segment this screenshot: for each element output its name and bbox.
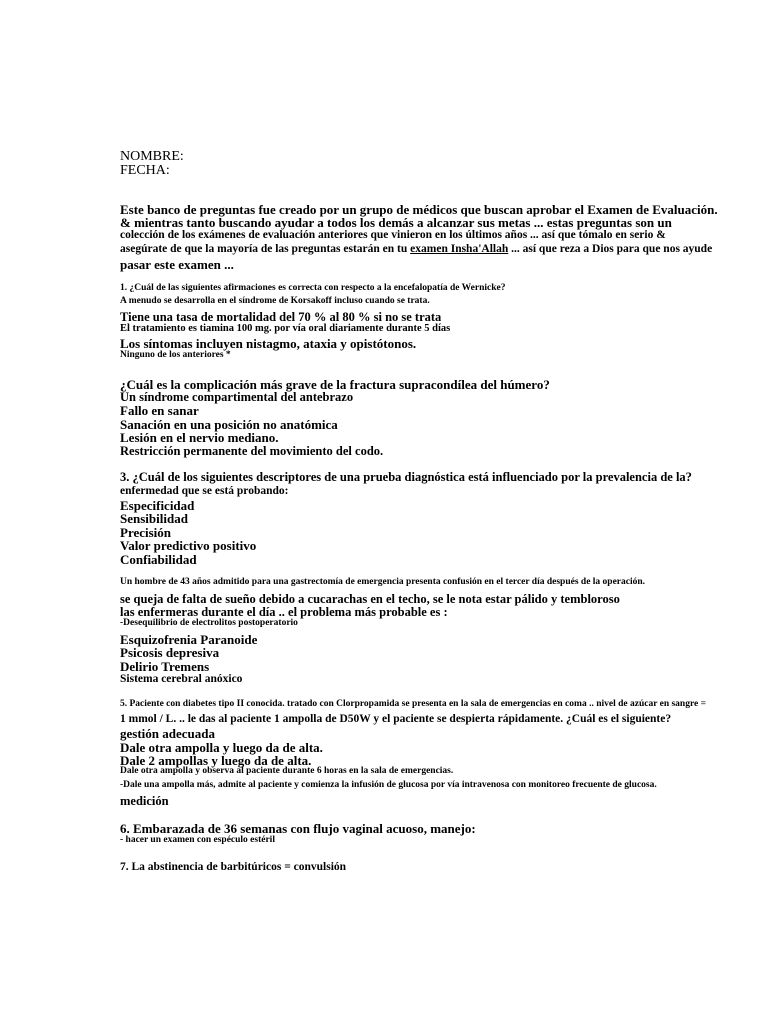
q5-option-d: -Dale una ampolla más, admite al paciente y comienza la infusión de glucosa por vía intravenosa con monitoreo frecuente de glucosa. (120, 780, 657, 790)
q1-option-a: A menudo se desarrolla en el síndrome de Korsakoff incluso cuando se trata. (120, 296, 430, 306)
intro-line-3: colección de los exámenes de evaluación anteriores que vinieron en los últimos años ... así que tómalo en serio & (120, 229, 666, 241)
q5-option-c: Dale otra ampolla y observa al paciente durante 6 horas en la sala de emergencias. (120, 766, 454, 776)
q4-option-d: Delirio Tremens (120, 659, 210, 674)
intro-line-2: & mientras tanto buscando ayudar a todos los demás a alcanzar sus metas ... estas preguntas son un (120, 215, 672, 230)
q3-option-e: Confiabilidad (120, 552, 197, 567)
q4-option-a: -Desequilibrio de electrolitos postoperatorio (120, 618, 298, 628)
q1-option-b: Tiene una tasa de mortalidad del 70 % al 80 % si no se trata (120, 310, 442, 324)
q3-option-d: Valor predictivo positivo (120, 538, 257, 553)
q4-line-1: Un hombre de 43 años admitido para una gastrectomía de emergencia presenta confusión en el tercer día después de la operación. (120, 577, 646, 587)
q4-option-e: Sistema cerebral anóxico (120, 673, 243, 685)
q3-question-cont: enfermedad que se está probando: (120, 485, 289, 497)
q1-option-d: Los síntomas incluyen nistagmo, ataxia y opistótonos. (120, 336, 417, 351)
q6-question: 6. Embarazada de 36 semanas con flujo vaginal acuoso, manejo: (120, 821, 476, 836)
q5-line-1: 5. Paciente con diabetes tipo II conocida. tratado con Clorpropamida se presenta en la sala de emergencias en coma .. nivel de azúcar en sangre = (120, 699, 707, 709)
q7-question: 7. La abstinencia de barbitúricos = convulsión (120, 861, 347, 873)
q1-option-c: El tratamiento es tiamina 100 mg. por vía oral diariamente durante 5 días (120, 323, 451, 334)
q3-question: 3. ¿Cuál de los siguientes descriptores de una prueba diagnóstica está influenciado por la prevalencia de la? (120, 470, 692, 484)
intro-line-4-end: ... así que reza a Dios para que nos ayude (508, 243, 713, 255)
q1-option-e: Ninguno de los anteriores * (120, 350, 231, 360)
intro-line-4-start: asegúrate de que la mayoría de las preguntas estarán en tu (120, 243, 411, 255)
intro-line-1: Este banco de preguntas fue creado por un grupo de médicos que buscan aprobar el Examen de Evaluación. (120, 202, 718, 217)
q5-option-b: Dale 2 ampollas y luego da de alta. (120, 753, 312, 768)
q4-option-b: Esquizofrenia Paranoide (120, 632, 258, 647)
q3-option-c: Precisión (120, 525, 172, 540)
q5-line-3: gestión adecuada (120, 726, 215, 741)
q2-option-e: Restricción permanente del movimiento del codo. (120, 444, 384, 458)
q2-option-c: Sanación en una posición no anatómica (120, 417, 338, 432)
examen-link[interactable]: examen Insha'Allah (410, 243, 509, 255)
q1-question: 1. ¿Cuál de las siguientes afirmaciones es correcta con respecto a la encefalopatía de Wernicke? (120, 283, 506, 293)
q5-line-2: 1 mmol / L. .. le das al paciente 1 ampolla de D50W y el paciente se despierta rápidamente. ¿Cuál es el siguiente? (120, 713, 672, 725)
q2-option-d: Lesión en el nervio mediano. (120, 430, 279, 445)
q2-question: ¿Cuál es la complicación más grave de la fractura supracondílea del húmero? (120, 377, 550, 392)
q3-option-a: Especificidad (120, 498, 195, 513)
q4-line-3: las enfermeras durante el día .. el problema más probable es : (120, 605, 448, 619)
q5-option-e: medición (120, 794, 169, 808)
q4-option-c: Psicosis depresiva (120, 645, 220, 660)
q2-option-a: Un síndrome compartimental del antebrazo (120, 390, 354, 404)
intro-line-4 (120, 244, 712, 256)
intro-line-5: pasar este examen ... (120, 257, 234, 272)
fecha-label: FECHA: (120, 163, 170, 178)
q2-option-b: Fallo en sanar (120, 403, 199, 418)
nombre-label: NOMBRE: (120, 149, 184, 164)
q6-answer: - hacer un examen con espéculo estéril (120, 835, 275, 845)
q4-line-2: se queja de falta de sueño debido a cucarachas en el techo, se le nota estar pálido y tembloroso (120, 592, 620, 606)
q3-option-b: Sensibilidad (120, 511, 188, 526)
q5-option-a: Dale otra ampolla y luego da de alta. (120, 740, 323, 755)
